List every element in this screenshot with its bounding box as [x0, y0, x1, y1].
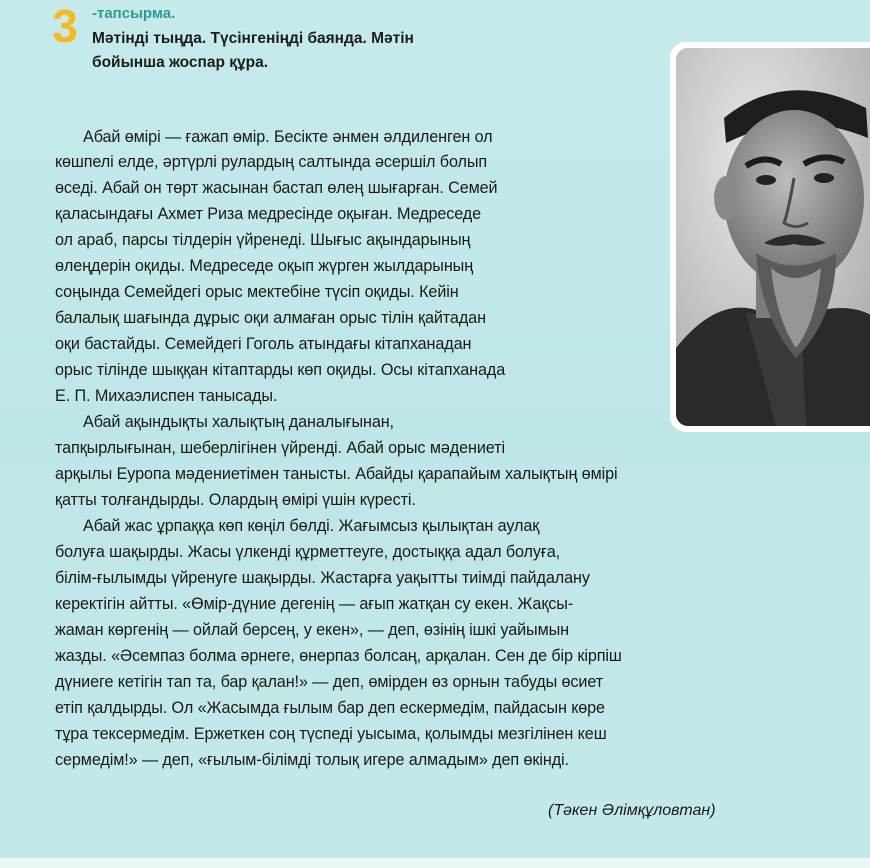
text-line: арқылы Еуропа мәдениетімен танысты. Абайды қарапайым халықтың өмірі — [55, 465, 618, 483]
text-line: тұра тексермедім. Ержеткен соң түспеді уысыма, қолымды мезгілінен кеш — [55, 725, 607, 743]
author-attribution: (Тәкен Әлімқұловтан) — [548, 802, 716, 819]
text-line: Абай жас ұрпаққа көп көңіл бөлді. Жағымсыз қылықтан аулақ — [83, 517, 540, 535]
text-line: соңында Семейдегі орыс мектебіне түсіп оқиды. Кейін — [55, 283, 459, 301]
text-line: ол араб, парсы тілдерін үйренеді. Шығыс ақындарының — [55, 231, 471, 249]
text-line: Е. П. Михаэлиспен танысады. — [55, 387, 278, 405]
text-line: сермедім!» — деп, «ғылым-білімді толық игере алмадым» деп өкінді. — [55, 751, 569, 769]
text-line: қатты толғандырды. Олардың өмірі үшін күресті. — [55, 491, 416, 509]
text-line: орыс тілінде шыққан кітаптарды көп оқиды. Осы кітапханада — [55, 361, 506, 379]
task-number: 3 — [52, 0, 78, 52]
portrait-abai — [676, 48, 870, 426]
text-line: балалық шағында дұрыс оқи алмаған орыс тілін қайтадан — [55, 309, 486, 327]
text-line: көшпелі елде, әртүрлі рулардың салтында әсершіл болып — [55, 153, 488, 171]
text-line: етіп қалдырды. Ол «Жасымда ғылым бар деп ескермедім, пайдасын көре — [55, 699, 605, 717]
text-line: жаман көргенің — ойлай берсең, у екен», — деп, өзінің ішкі уайымын — [55, 621, 569, 639]
text-line: өлеңдерін оқиды. Медреседе оқып жүрген жылдарының — [55, 257, 474, 275]
text-line: жазды. «Әсемпаз болма әрнеге, өнерпаз болсаң, арқалан. Сен де бір кірпіш — [55, 647, 622, 665]
text-line: болуға шақырды. Жасы үлкенді құрметтеуге, достыққа адал болуға, — [55, 543, 561, 561]
text-line: дүниеге кетігін тап та, бар қалан!» — деп, өмірден өз орнын табуды өсиет — [55, 673, 604, 691]
text-line: оқи бастайды. Семейдегі Гоголь атындағы кітапханадан — [55, 335, 472, 353]
task-label: -тапсырма. — [92, 5, 176, 22]
text-line: қаласындағы Ахмет Риза медресінде оқыған. Медреседе — [55, 205, 482, 223]
text-line: тапқырлығынан, шеберлігінен үйренді. Абай орыс мәдениеті — [55, 439, 505, 457]
text-line: білім-ғылымды үйренуге шақырды. Жастарға уақытты тиімді пайдалану — [55, 569, 590, 587]
instruction-line: бойынша жоспар құра. — [92, 54, 269, 71]
text-line: Абай ақындықты халықтың даналығынан, — [83, 413, 394, 431]
task-instruction — [92, 27, 532, 75]
text-line: өседі. Абай он төрт жасынан бастап өлең шығарған. Семей — [55, 179, 498, 197]
text-line: Абай өмірі — ғажап өмір. Бесікте әнмен әлдиленген ол — [83, 128, 493, 146]
page-bottom-band — [0, 858, 870, 868]
text-line: керектігін айтты. «Өмір-дүние дегенің — ағып жатқан су екен. Жақсы- — [55, 595, 574, 613]
instruction-line: Мәтінді тыңда. Түсінгеніңді баянда. Мәтін — [92, 30, 414, 47]
